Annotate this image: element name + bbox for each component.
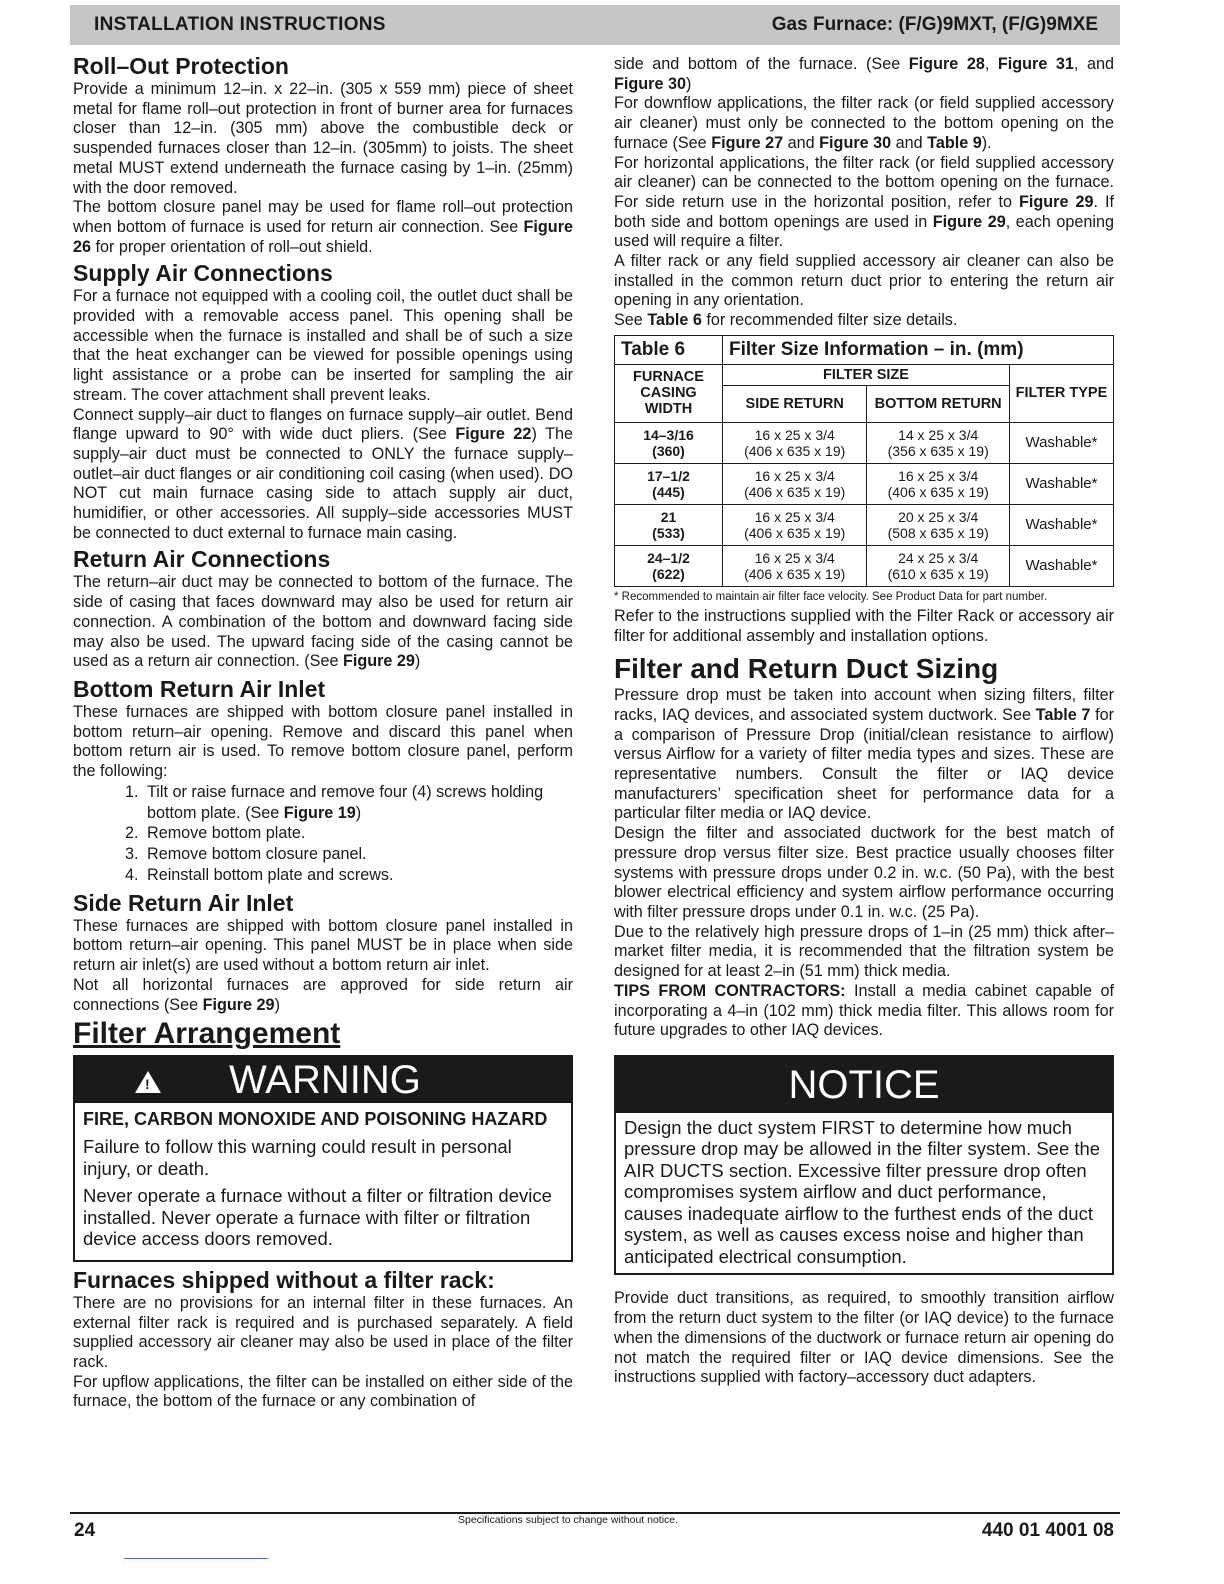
sizing-heading: Filter and Return Duct Sizing bbox=[614, 653, 999, 685]
figure-ref: Figure 19 bbox=[283, 803, 356, 822]
rollout-text-2: The bottom closure panel may be used for flame roll–out protection when bottom of furnace is used for return air connection. See Figure 26 for proper orientation of roll–out shield. bbox=[73, 198, 573, 256]
sizing-text-2: Design the filter and associated ductwork for the best match of pressure drop versus filter size. Best practice usually chooses filter systems with pressure drops under 0.2 in. w.c. (50 Pa), with the best blower electrical efficiency and system airflow performance occurring with filter pressure drops under 0.1 in. w.c. (25 Pa). bbox=[614, 824, 1114, 921]
list-item: 3. Remove bottom closure panel. bbox=[143, 844, 573, 865]
table-row: 14–3/16 (360) 16 x 25 x 3/4 (406 x 635 x 19) 14 x 25 x 3/4 (356 x 635 x 19) Washable* bbox=[615, 422, 1114, 463]
divider bbox=[124, 1558, 268, 1559]
sizing-text-3: Due to the relatively high pressure drops of 1–in (25 mm) thick after–market filter media, it is recommended that the filtration system be designed for at least 2–in (51 mm) thick media. bbox=[614, 922, 1114, 981]
right-column bbox=[614, 55, 1114, 1388]
refer-text: Refer to the instructions supplied with the Filter Rack or accessory air filter for additional assembly and installation options. bbox=[614, 606, 1114, 645]
sizing-text-1: Pressure drop must be taken into account when sizing filters, filter racks, IAQ devices, and associated system ductwork. See Table 7 for a comparison of Pressure Drop (initial/clean resistance to airflow) versus Airflow for a variety of filter media types and sizes. These are representative numbers. Consult the filter or IAQ device manufacturers’ specification sheet for performance data for a particular filter media or IAQ device. bbox=[614, 686, 1114, 823]
page-number: 24 bbox=[74, 1520, 96, 1541]
notice-text: Design the duct system FIRST to determine how much pressure drop may be allowed in the filter system. See the AIR DUCTS section. Excessive filter pressure drop often compromises system airflow and duct performance, causes inadequate airflow to the furthest ends of the duct system, as well as causes excess noise and higher than anticipated electrical consumption. bbox=[624, 1116, 1101, 1267]
warning-box bbox=[73, 1055, 573, 1262]
page-header bbox=[70, 5, 1120, 45]
filter-arrangement-heading: Filter Arrangement bbox=[73, 1017, 341, 1051]
tips-text: TIPS FROM CONTRACTORS: Install a media cabinet capable of incorporating a 4–in (102 mm) thick media filter. This allows room for future upgrades to other IAQ devices. bbox=[614, 981, 1115, 1040]
col-header-bottom: BOTTOM RETURN bbox=[867, 385, 1010, 422]
return-heading: Return Air Connections bbox=[73, 546, 331, 573]
notice-box bbox=[614, 1055, 1114, 1276]
table-row: 17–1/2 (445) 16 x 25 x 3/4 (406 x 635 x 19) 16 x 25 x 3/4 (406 x 635 x 19) Washable* bbox=[615, 463, 1114, 504]
table-footnote: * Recommended to maintain air filter face velocity. See Product Data for part number. bbox=[614, 590, 1048, 603]
bottom-inlet-text: These furnaces are shipped with bottom closure panel installed in bottom return–air opening. Remove and discard this panel when bottom return air is used. To remove bottom closure panel, perform the following: bbox=[73, 702, 573, 781]
right-text-4: A filter rack or any field supplied accessory air cleaner can also be installed in the common return duct prior to entering the return air opening in any orientation. bbox=[614, 252, 1114, 310]
side-inlet-text-1: These furnaces are shipped with bottom closure panel installed in bottom return–air opening. This panel MUST be in place when side return air inlet(s) are used without a bottom return air inlet. bbox=[73, 916, 573, 975]
warning-triangle-icon: ! bbox=[135, 1071, 161, 1093]
return-text: The return–air duct may be connected to bottom of the furnace. The side of casing that faces downward may also be used for return air connection. A combination of the bottom and downward facing side may also be used. The upward facing side of the casing cannot be used as a return air connection. (See Figure 29) bbox=[73, 573, 573, 671]
no-rack-text-1: There are no provisions for an internal filter in these furnaces. An external filter rack is required and is purchased separately. A field supplied accessory air cleaner may also be used in place of the filter rack. bbox=[73, 1293, 573, 1371]
col-header-filter-size: FILTER SIZE bbox=[723, 364, 1010, 385]
header-title: INSTALLATION INSTRUCTIONS bbox=[94, 14, 386, 35]
table-row: 21 (533) 16 x 25 x 3/4 (406 x 635 x 19) 20 x 25 x 3/4 (508 x 635 x 19) Washable* bbox=[615, 504, 1114, 545]
figure-ref: Figure 26 bbox=[73, 217, 573, 256]
bottom-inlet-steps bbox=[73, 782, 573, 886]
right-text-5: See Table 6 for recommended filter size details. bbox=[614, 311, 958, 330]
col-header-width: FURNACE CASING WIDTH bbox=[615, 364, 723, 422]
list-item: 1. Tilt or raise furnace and remove four (4) screws holding bottom plate. (See Figure 19) bbox=[143, 782, 573, 824]
right-text-2: For downflow applications, the filter rack (or field supplied accessory air cleaner) must only be connected to the bottom opening on the furnace (See Figure 27 and Figure 30 and Table 9). bbox=[614, 94, 1114, 152]
col-header-type: FILTER TYPE bbox=[1009, 364, 1113, 422]
figure-ref: Figure 29 bbox=[202, 995, 275, 1014]
rollout-text-1: Provide a minimum 12–in. x 22–in. (305 x 559 mm) piece of sheet metal for flame roll–out protection in front of burner area for furnaces closer than 12–in. (305 mm) above the combustible deck or suspended furnaces closer than 12–in. (305mm) to joists. The sheet metal MUST extend underneath the furnace casing by 1–in. (25mm) with the door removed. bbox=[73, 80, 573, 197]
table-label: Table 6 bbox=[615, 335, 723, 364]
supply-text-1: For a furnace not equipped with a cooling coil, the outlet duct shall be provided with a removable access panel. This opening shall be accessible when the furnace is installed and shall be of such a size that the heat exchanger can be viewed for possible openings using light assistance or a probe can be inserted for sampling the air stream. The cover attachment shall prevent leaks. bbox=[73, 287, 573, 404]
figure-ref: Figure 22 bbox=[455, 425, 532, 444]
table-title: Filter Size Information – in. (mm) bbox=[723, 335, 1114, 364]
document-number: 440 01 4001 08 bbox=[981, 1520, 1114, 1541]
warning-label: WARNING bbox=[229, 1058, 421, 1103]
warning-header bbox=[75, 1057, 571, 1103]
side-inlet-heading: Side Return Air Inlet bbox=[73, 889, 294, 916]
list-item: 4. Reinstall bottom plate and screws. bbox=[143, 865, 573, 886]
supply-text-2: Connect supply–air duct to flanges on furnace supply–air outlet. Bend flange upward to 90° with wide duct pliers. (See Figure 22) The supply–air duct must be connected to ONLY the furnace supply–outlet–air duct flanges or air conditioning coil casing (when used). DO NOT cut main furnace casing side to attach supply air duct, humidifier, or other accessories. All supply–side accessories MUST be connected to duct external to furnace main casing. bbox=[73, 405, 574, 542]
warning-hazard: FIRE, CARBON MONOXIDE AND POISONING HAZARD bbox=[83, 1109, 548, 1130]
warning-text-1: Failure to follow this warning could result in personal injury, or death. bbox=[83, 1136, 512, 1179]
no-rack-heading: Furnaces shipped without a filter rack: bbox=[73, 1266, 495, 1293]
bottom-inlet-heading: Bottom Return Air Inlet bbox=[73, 675, 326, 702]
no-rack-text-2: For upflow applications, the filter can be installed on either side of the furnace, the bottom of the furnace or any combination of bbox=[73, 1372, 573, 1411]
transitions-text: Provide duct transitions, as required, to smoothly transition airflow from the return duct system to the filter (or IAQ device) to the furnace when the dimensions of the ductwork or furnace return air opening do not match the required filter or IAQ device dimensions. See the instructions supplied with factory–accessory duct adapters. bbox=[614, 1289, 1114, 1387]
figure-ref: Figure 29 bbox=[342, 652, 415, 671]
rollout-heading: Roll–Out Protection bbox=[73, 53, 289, 79]
supply-heading: Supply Air Connections bbox=[73, 260, 333, 287]
filter-size-table bbox=[614, 335, 1114, 587]
right-text-1: side and bottom of the furnace. (See Figure 28, Figure 31, and Figure 30) bbox=[614, 55, 1114, 93]
warning-text-2: Never operate a furnace without a filter or filtration device installed. Never operate a furnace with filter or filtration device access doors removed. bbox=[83, 1185, 552, 1250]
footer-disclaimer: Specifications subject to change without notice. bbox=[458, 1514, 679, 1526]
left-column bbox=[73, 52, 573, 1412]
header-model: Gas Furnace: (F/G)9MXT, (F/G)9MXE bbox=[771, 14, 1098, 35]
right-text-3: For horizontal applications, the filter rack (or field supplied accessory air cleaner) can be connected to the bottom opening on the furnace. For side return use in the horizontal position, refer to Figure 29. If both side and bottom openings are used in Figure 29, each opening used will require a filter. bbox=[614, 153, 1115, 251]
notice-label: NOTICE bbox=[616, 1057, 1112, 1113]
list-item: 2. Remove bottom plate. bbox=[143, 823, 573, 844]
col-header-side: SIDE RETURN bbox=[723, 385, 867, 422]
side-inlet-text-2: Not all horizontal furnaces are approved for side return air connections (See Figure 29) bbox=[73, 975, 573, 1014]
table-row: 24–1/2 (622) 16 x 25 x 3/4 (406 x 635 x 19) 24 x 25 x 3/4 (610 x 635 x 19) Washable* bbox=[615, 545, 1114, 586]
